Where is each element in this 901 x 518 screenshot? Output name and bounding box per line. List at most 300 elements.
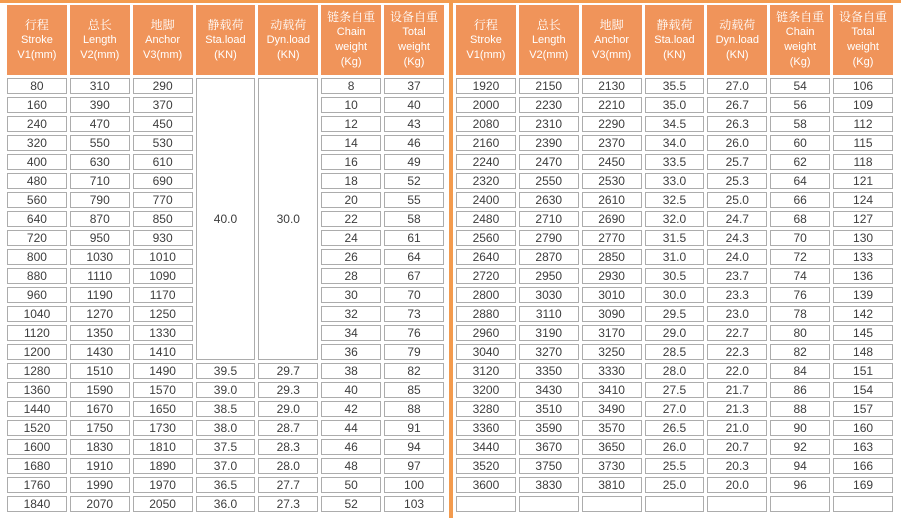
table-cell: 390 <box>70 97 130 113</box>
table-cell: 94 <box>384 439 444 455</box>
table-cell: 3010 <box>582 287 642 303</box>
table-cell: 20.0 <box>707 477 767 493</box>
table-cell: 148 <box>833 344 893 360</box>
table-cell: 1510 <box>70 363 130 379</box>
table-cell: 2610 <box>582 192 642 208</box>
table-cell: 2960 <box>456 325 516 341</box>
column-header-dynamic-load: 动载荷 Dyn.load (KN) <box>707 5 767 75</box>
table-row <box>456 154 893 170</box>
table-cell: 1360 <box>7 382 67 398</box>
table-cell: 76 <box>384 325 444 341</box>
table-row <box>456 458 893 474</box>
table-cell: 1190 <box>70 287 130 303</box>
table-cell: 79 <box>384 344 444 360</box>
table-cell: 27.5 <box>645 382 705 398</box>
column-header-stroke: 行程 Stroke V1(mm) <box>456 5 516 75</box>
table-cell: 25.7 <box>707 154 767 170</box>
table-cell: 124 <box>833 192 893 208</box>
table-cell: 46 <box>321 439 381 455</box>
table-row <box>7 420 444 436</box>
table-cell: 1730 <box>133 420 193 436</box>
table-cell: 2320 <box>456 173 516 189</box>
table-cell <box>582 496 642 512</box>
table-cell: 28 <box>321 268 381 284</box>
table-cell: 3490 <box>582 401 642 417</box>
table-cell: 82 <box>384 363 444 379</box>
table-cell: 3200 <box>456 382 516 398</box>
table-cell: 33.5 <box>645 154 705 170</box>
table-cell: 1520 <box>7 420 67 436</box>
table-cell: 29.5 <box>645 306 705 322</box>
table-cell: 39.0 <box>196 382 256 398</box>
table-cell: 1440 <box>7 401 67 417</box>
table-cell: 136 <box>833 268 893 284</box>
table-cell: 39.5 <box>196 363 256 379</box>
table-cell: 127 <box>833 211 893 227</box>
table-cell: 14 <box>321 135 381 151</box>
table-cell: 2950 <box>519 268 579 284</box>
table-cell: 2560 <box>456 230 516 246</box>
column-header-length: 总长 Length V2(mm) <box>519 5 579 75</box>
table-cell: 48 <box>321 458 381 474</box>
table-cell: 96 <box>770 477 830 493</box>
table-cell: 166 <box>833 458 893 474</box>
table-cell: 1350 <box>70 325 130 341</box>
table-cell: 30 <box>321 287 381 303</box>
table-cell: 20.3 <box>707 458 767 474</box>
table-cell: 91 <box>384 420 444 436</box>
table-cell: 38.5 <box>196 401 256 417</box>
table-cell <box>833 496 893 512</box>
table-cell: 21.7 <box>707 382 767 398</box>
table-cell: 550 <box>70 135 130 151</box>
table-cell: 1830 <box>70 439 130 455</box>
column-header-static-load: 静载荷 Sta.load (KN) <box>645 5 705 75</box>
table-cell: 36.5 <box>196 477 256 493</box>
table-cell: 26.3 <box>707 116 767 132</box>
table-cell: 10 <box>321 97 381 113</box>
table-cell: 88 <box>770 401 830 417</box>
table-cell: 1330 <box>133 325 193 341</box>
table-cell: 84 <box>770 363 830 379</box>
table-cell: 28.0 <box>645 363 705 379</box>
table-cell: 169 <box>833 477 893 493</box>
table-cell: 1410 <box>133 344 193 360</box>
table-cell: 33.0 <box>645 173 705 189</box>
table-row <box>456 382 893 398</box>
table-cell: 36.0 <box>196 496 256 512</box>
table-cell <box>456 496 516 512</box>
table-cell: 1270 <box>70 306 130 322</box>
table-cell: 163 <box>833 439 893 455</box>
table-cell: 720 <box>7 230 67 246</box>
table-cell: 1810 <box>133 439 193 455</box>
table-cell: 58 <box>770 116 830 132</box>
table-cell: 60 <box>770 135 830 151</box>
table-cell: 2070 <box>70 496 130 512</box>
table-row <box>456 363 893 379</box>
table-cell: 1250 <box>133 306 193 322</box>
table-cell: 3810 <box>582 477 642 493</box>
table-cell: 3670 <box>519 439 579 455</box>
table-cell: 22.7 <box>707 325 767 341</box>
table-cell: 1200 <box>7 344 67 360</box>
table-cell: 25.0 <box>645 477 705 493</box>
table-cell: 64 <box>384 249 444 265</box>
table-cell: 130 <box>833 230 893 246</box>
table-cell: 72 <box>770 249 830 265</box>
table-cell: 870 <box>70 211 130 227</box>
table-row <box>7 401 444 417</box>
table-cell: 31.0 <box>645 249 705 265</box>
table-cell: 142 <box>833 306 893 322</box>
table-cell: 68 <box>770 211 830 227</box>
table-cell: 29.7 <box>258 363 318 379</box>
table-row <box>7 78 444 94</box>
table-cell: 34 <box>321 325 381 341</box>
table-cell: 450 <box>133 116 193 132</box>
table-cell: 3170 <box>582 325 642 341</box>
table-cell: 1040 <box>7 306 67 322</box>
table-row <box>456 306 893 322</box>
table-cell: 27.0 <box>707 78 767 94</box>
table-cell: 139 <box>833 287 893 303</box>
left-spec-table <box>4 2 447 515</box>
table-cell: 25.0 <box>707 192 767 208</box>
table-cell: 154 <box>833 382 893 398</box>
table-cell: 1590 <box>70 382 130 398</box>
table-cell: 640 <box>7 211 67 227</box>
table-cell: 24.7 <box>707 211 767 227</box>
table-cell: 800 <box>7 249 67 265</box>
table-cell: 151 <box>833 363 893 379</box>
table-cell: 560 <box>7 192 67 208</box>
table-row <box>456 287 893 303</box>
table-cell: 1600 <box>7 439 67 455</box>
table-cell: 32.5 <box>645 192 705 208</box>
table-cell: 90 <box>770 420 830 436</box>
table-cell: 1120 <box>7 325 67 341</box>
table-cell: 3590 <box>519 420 579 436</box>
table-cell: 23.0 <box>707 306 767 322</box>
right-table-header <box>456 5 893 75</box>
table-cell: 115 <box>833 135 893 151</box>
table-cell: 2080 <box>456 116 516 132</box>
table-cell: 2290 <box>582 116 642 132</box>
table-cell <box>770 496 830 512</box>
table-cell: 3430 <box>519 382 579 398</box>
table-cell: 37.0 <box>196 458 256 474</box>
table-cell <box>707 496 767 512</box>
table-cell: 97 <box>384 458 444 474</box>
table-row <box>7 382 444 398</box>
table-cell: 61 <box>384 230 444 246</box>
table-row <box>456 97 893 113</box>
table-row <box>456 268 893 284</box>
table-cell: 56 <box>770 97 830 113</box>
table-cell: 3360 <box>456 420 516 436</box>
table-cell: 52 <box>384 173 444 189</box>
table-cell: 58 <box>384 211 444 227</box>
table-cell: 73 <box>384 306 444 322</box>
table-cell: 74 <box>770 268 830 284</box>
table-cell: 850 <box>133 211 193 227</box>
table-cell: 8 <box>321 78 381 94</box>
table-cell: 2870 <box>519 249 579 265</box>
column-header-anchor: 地脚 Anchor V3(mm) <box>582 5 642 75</box>
table-cell: 3190 <box>519 325 579 341</box>
table-cell: 34.0 <box>645 135 705 151</box>
table-cell: 112 <box>833 116 893 132</box>
table-cell: 2770 <box>582 230 642 246</box>
table-cell: 2800 <box>456 287 516 303</box>
table-cell: 470 <box>70 116 130 132</box>
table-row <box>456 116 893 132</box>
table-cell: 1090 <box>133 268 193 284</box>
table-cell: 3510 <box>519 401 579 417</box>
table-cell: 46 <box>384 135 444 151</box>
table-cell: 2450 <box>582 154 642 170</box>
table-cell: 27.3 <box>258 496 318 512</box>
table-row <box>456 78 893 94</box>
right-table-body <box>456 78 893 512</box>
table-cell: 29.0 <box>645 325 705 341</box>
column-header-total-weight: 设备自重 Total weight (Kg) <box>833 5 893 75</box>
table-cell: 1890 <box>133 458 193 474</box>
table-cell: 18 <box>321 173 381 189</box>
table-cell: 21.0 <box>707 420 767 436</box>
table-cell: 1110 <box>70 268 130 284</box>
table-cell: 86 <box>770 382 830 398</box>
table-cell: 1970 <box>133 477 193 493</box>
table-cell: 930 <box>133 230 193 246</box>
table-cell: 12 <box>321 116 381 132</box>
table-cell: 3280 <box>456 401 516 417</box>
table-cell: 1760 <box>7 477 67 493</box>
table-row <box>7 458 444 474</box>
table-cell: 3090 <box>582 306 642 322</box>
table-cell: 240 <box>7 116 67 132</box>
table-cell: 82 <box>770 344 830 360</box>
right-spec-table <box>453 2 896 515</box>
left-table-header <box>7 5 444 75</box>
table-row <box>456 420 893 436</box>
column-header-length: 总长 Length V2(mm) <box>70 5 130 75</box>
table-cell: 24.3 <box>707 230 767 246</box>
table-row <box>456 325 893 341</box>
table-cell: 3730 <box>582 458 642 474</box>
table-cell: 2550 <box>519 173 579 189</box>
column-header-dynamic-load: 动载荷 Dyn.load (KN) <box>258 5 318 75</box>
table-cell: 67 <box>384 268 444 284</box>
table-cell: 64 <box>770 173 830 189</box>
table-cell: 29.3 <box>258 382 318 398</box>
table-row <box>456 249 893 265</box>
table-cell: 2150 <box>519 78 579 94</box>
table-cell: 40 <box>384 97 444 113</box>
table-cell: 32.0 <box>645 211 705 227</box>
table-cell: 20 <box>321 192 381 208</box>
table-cell: 3410 <box>582 382 642 398</box>
table-cell: 690 <box>133 173 193 189</box>
table-cell: 32 <box>321 306 381 322</box>
table-cell: 145 <box>833 325 893 341</box>
table-cell: 78 <box>770 306 830 322</box>
table-cell: 24 <box>321 230 381 246</box>
table-cell: 2390 <box>519 135 579 151</box>
table-cell: 3270 <box>519 344 579 360</box>
table-cell: 66 <box>770 192 830 208</box>
table-cell: 1920 <box>456 78 516 94</box>
table-cell: 1030 <box>70 249 130 265</box>
table-cell: 3440 <box>456 439 516 455</box>
table-cell: 23.7 <box>707 268 767 284</box>
table-cell: 22.3 <box>707 344 767 360</box>
table-cell: 2710 <box>519 211 579 227</box>
column-header-stroke: 行程 Stroke V1(mm) <box>7 5 67 75</box>
table-row <box>456 173 893 189</box>
table-row <box>456 439 893 455</box>
table-cell: 2530 <box>582 173 642 189</box>
table-cell: 26.5 <box>645 420 705 436</box>
table-cell: 950 <box>70 230 130 246</box>
table-cell: 2630 <box>519 192 579 208</box>
table-cell: 20.7 <box>707 439 767 455</box>
table-cell: 2880 <box>456 306 516 322</box>
table-cell: 370 <box>133 97 193 113</box>
table-cell: 3110 <box>519 306 579 322</box>
table-cell: 770 <box>133 192 193 208</box>
table-cell: 76 <box>770 287 830 303</box>
table-cell: 29.0 <box>258 401 318 417</box>
table-cell: 3750 <box>519 458 579 474</box>
table-cell: 80 <box>7 78 67 94</box>
table-cell: 80 <box>770 325 830 341</box>
table-cell: 26.0 <box>645 439 705 455</box>
table-cell: 22.0 <box>707 363 767 379</box>
table-cell: 160 <box>833 420 893 436</box>
table-cell: 36 <box>321 344 381 360</box>
spec-table-columns-1920-3600 <box>453 2 896 515</box>
table-cell: 22 <box>321 211 381 227</box>
table-cell: 1680 <box>7 458 67 474</box>
table-cell: 2310 <box>519 116 579 132</box>
table-cell: 157 <box>833 401 893 417</box>
table-cell: 37 <box>384 78 444 94</box>
table-cell: 790 <box>70 192 130 208</box>
table-cell: 109 <box>833 97 893 113</box>
table-cell: 1570 <box>133 382 193 398</box>
table-cell: 2240 <box>456 154 516 170</box>
table-cell: 31.5 <box>645 230 705 246</box>
table-cell: 160 <box>7 97 67 113</box>
column-header-total-weight: 设备自重 Total weight (Kg) <box>384 5 444 75</box>
table-cell: 1840 <box>7 496 67 512</box>
table-cell: 28.7 <box>258 420 318 436</box>
table-cell: 92 <box>770 439 830 455</box>
table-cell: 530 <box>133 135 193 151</box>
table-row <box>456 477 893 493</box>
table-cell: 43 <box>384 116 444 132</box>
table-cell: 710 <box>70 173 130 189</box>
table-row <box>456 192 893 208</box>
table-cell: 3570 <box>582 420 642 436</box>
table-cell: 35.5 <box>645 78 705 94</box>
table-cell: 55 <box>384 192 444 208</box>
table-cell: 88 <box>384 401 444 417</box>
table-cell: 26.0 <box>707 135 767 151</box>
table-cell: 610 <box>133 154 193 170</box>
table-cell: 24.0 <box>707 249 767 265</box>
table-cell: 2000 <box>456 97 516 113</box>
table-cell: 2210 <box>582 97 642 113</box>
table-cell: 880 <box>7 268 67 284</box>
table-cell: 42 <box>321 401 381 417</box>
column-header-chain-weight: 链条自重 Chain weight (Kg) <box>770 5 830 75</box>
table-cell: 54 <box>770 78 830 94</box>
table-cell: 118 <box>833 154 893 170</box>
table-cell: 2480 <box>456 211 516 227</box>
table-cell: 30.0 <box>258 78 318 360</box>
table-row <box>456 496 893 512</box>
table-cell: 62 <box>770 154 830 170</box>
spec-table-columns-80-1840 <box>4 2 447 515</box>
column-header-anchor: 地脚 Anchor V3(mm) <box>133 5 193 75</box>
table-cell: 290 <box>133 78 193 94</box>
table-cell: 21.3 <box>707 401 767 417</box>
table-cell: 38.0 <box>196 420 256 436</box>
table-cell <box>519 496 579 512</box>
table-cell: 3650 <box>582 439 642 455</box>
table-cell: 1990 <box>70 477 130 493</box>
table-cell: 121 <box>833 173 893 189</box>
table-cell: 40.0 <box>196 78 256 360</box>
table-row <box>7 496 444 512</box>
table-cell <box>645 496 705 512</box>
table-cell: 310 <box>70 78 130 94</box>
table-cell: 960 <box>7 287 67 303</box>
table-row <box>7 477 444 493</box>
table-cell: 3030 <box>519 287 579 303</box>
table-cell: 3350 <box>519 363 579 379</box>
table-cell: 1650 <box>133 401 193 417</box>
table-row <box>456 135 893 151</box>
table-cell: 1490 <box>133 363 193 379</box>
table-cell: 25.5 <box>645 458 705 474</box>
table-cell: 2690 <box>582 211 642 227</box>
table-cell: 106 <box>833 78 893 94</box>
table-cell: 3330 <box>582 363 642 379</box>
table-row <box>456 344 893 360</box>
table-cell: 70 <box>384 287 444 303</box>
table-cell: 52 <box>321 496 381 512</box>
table-cell: 34.5 <box>645 116 705 132</box>
column-header-chain-weight: 链条自重 Chain weight (Kg) <box>321 5 381 75</box>
table-cell: 23.3 <box>707 287 767 303</box>
table-cell: 28.3 <box>258 439 318 455</box>
column-header-static-load: 静载荷 Sta.load (KN) <box>196 5 256 75</box>
table-cell: 2230 <box>519 97 579 113</box>
table-cell: 1170 <box>133 287 193 303</box>
table-cell: 30.0 <box>645 287 705 303</box>
table-cell: 3520 <box>456 458 516 474</box>
table-cell: 2720 <box>456 268 516 284</box>
table-row <box>456 211 893 227</box>
table-cell: 27.7 <box>258 477 318 493</box>
table-cell: 1750 <box>70 420 130 436</box>
table-cell: 3120 <box>456 363 516 379</box>
table-cell: 70 <box>770 230 830 246</box>
